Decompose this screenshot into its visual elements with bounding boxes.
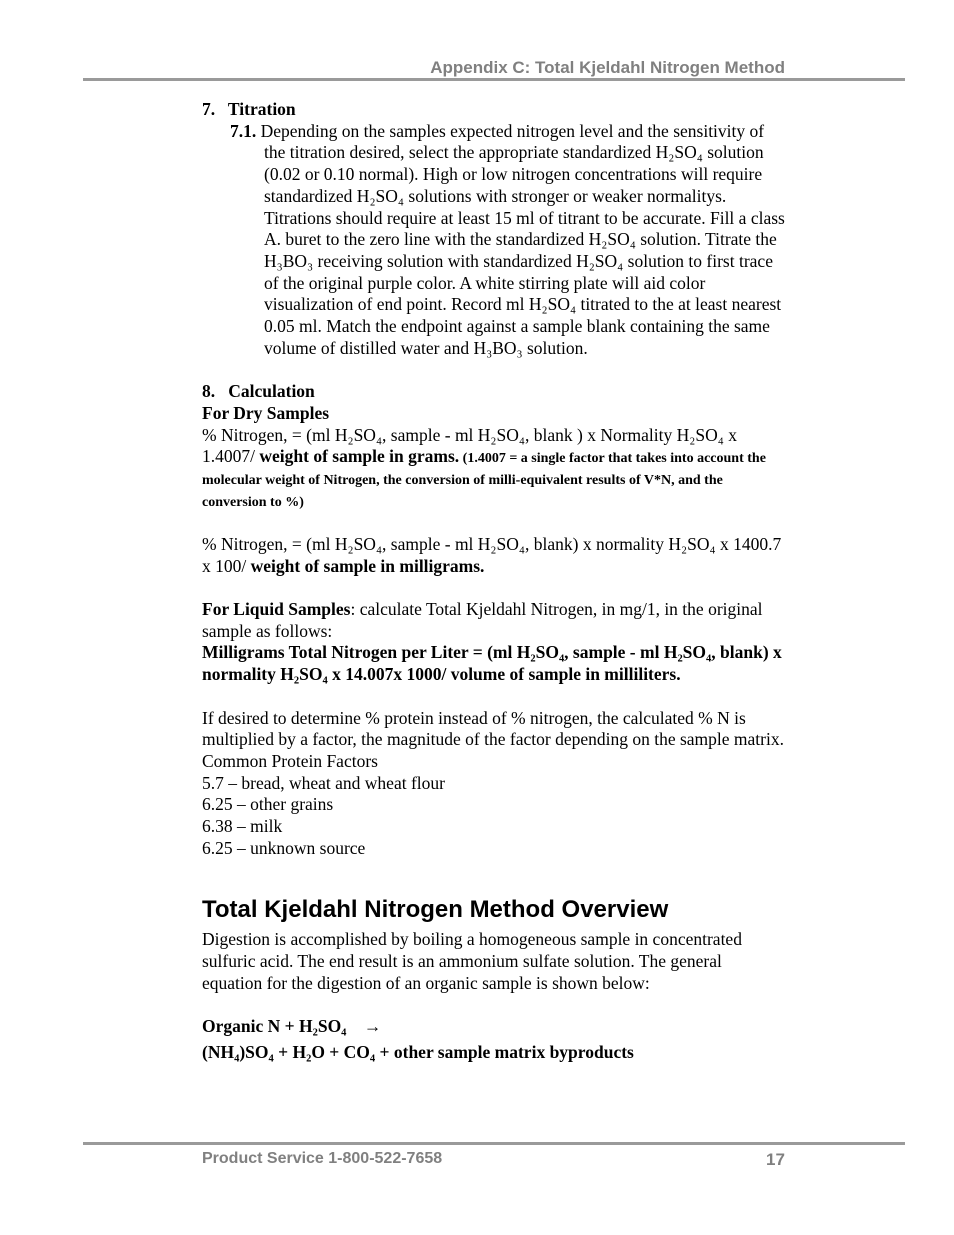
protein-factor-item: 5.7 – bread, wheat and wheat flour <box>202 772 445 793</box>
header-rule <box>83 78 905 81</box>
dry-formula-grams <box>202 425 786 513</box>
footer-product-service: Product Service 1-800-522-7658 <box>202 1150 443 1167</box>
liquid-samples-paragraph <box>202 599 786 642</box>
equation-line-1: Organic N + H₂SO₄ → <box>202 1016 382 1037</box>
liquid-samples-text: : calculate Total Kjeldahl Nitrogen, in mg/1, in the original sample as follows: <box>202 599 763 641</box>
dry-formula-milligrams <box>202 534 786 577</box>
overview-paragraph: Digestion is accomplished by boiling a homogeneous sample in concentrated sulfuric acid. The end result is an ammonium sulfate solution. The general equation for the digestion of an organic sample is shown below: <box>202 929 742 993</box>
page-header-title: Appendix C: Total Kjeldahl Nitrogen Method <box>430 58 785 77</box>
dry-formula-milligrams-text: % Nitrogen, = (ml H₂SO₄, sample - ml H₂SO₄, blank) x normality H₂SO₄ x 1400.7 x 100/ <box>202 533 782 576</box>
section-7-heading: 7. Titration <box>202 99 296 119</box>
overview-heading: Total Kjeldahl Nitrogen Method Overview <box>202 896 669 924</box>
protein-factor-item: 6.25 – unknown source <box>202 837 366 858</box>
protein-paragraph: If desired to determine % protein instead of % nitrogen, the calculated % N is multiplied by a factor, the magnitude of the factor depending on the sample matrix. <box>202 707 784 750</box>
footer-rule <box>83 1142 905 1145</box>
dry-formula-grams-text: % Nitrogen, = (ml H₂SO₄, sample - ml H₂SO₄, blank ) x Normality H₂SO₄ x 1.4007/ <box>202 424 737 467</box>
section-7-1-text: Depending on the samples expected nitrogen level and the sensitivity of the titration desired, select the appropriate standardized H₂SO₄ solution (0.02 or 0.10 normal). High or low nitrogen concentrations will require standardized H₂SO₄ solutions with stronger or weaker normalitys. Titrations should require at least 15 ml of titrant to be accurate. Fill a class A. buret to the zero line with the standardized H₂SO₄ solution. Titrate the H₃BO₃ receiving solution with standardized H₂SO₄ solution to first trace of the original purple color. A white stirring plate will aid color visualization of end point. Record ml H₂SO₄ titrated to the at least nearest 0.05 ml. Match the endpoint against a sample blank containing the same volume of distilled water and H₃BO₃ solution. <box>260 120 785 358</box>
dry-samples-heading: For Dry Samples <box>202 402 330 423</box>
footer-page-number: 17 <box>766 1150 785 1169</box>
dry-formula-note: (1.4007 = a single factor that takes into account the molecular weight of Nitrogen, the conversion of milli-equivalent results of V*N, and the conversion to %) <box>202 451 766 511</box>
section-8-heading: 8. Calculation <box>202 381 315 402</box>
liquid-samples-heading: For Liquid Samples <box>202 599 351 620</box>
page-body <box>202 99 786 1064</box>
dry-formula-grams-bold: weight of sample in grams. <box>259 446 460 467</box>
protein-factors-list <box>202 773 786 860</box>
section-7-1-paragraph <box>202 121 786 360</box>
protein-factors-heading: Common Protein Factors <box>202 750 378 771</box>
liquid-formula: Milligrams Total Nitrogen per Liter = (ml H₂SO₄, sample - ml H₂SO₄, blank) x normality H₂SO₄ x 14.007x 1000/ volume of sample in milliliters. <box>202 642 782 685</box>
section-7-1-number: 7.1. <box>230 120 257 141</box>
protein-factor-item: 6.25 – other grains <box>202 794 334 815</box>
protein-factor-item: 6.38 – milk <box>202 816 283 837</box>
equation-line-2: (NH₄)SO₄ + H₂O + CO₄ + other sample matrix byproducts <box>202 1041 634 1062</box>
dry-formula-milligrams-bold: weight of sample in milligrams. <box>250 555 485 576</box>
